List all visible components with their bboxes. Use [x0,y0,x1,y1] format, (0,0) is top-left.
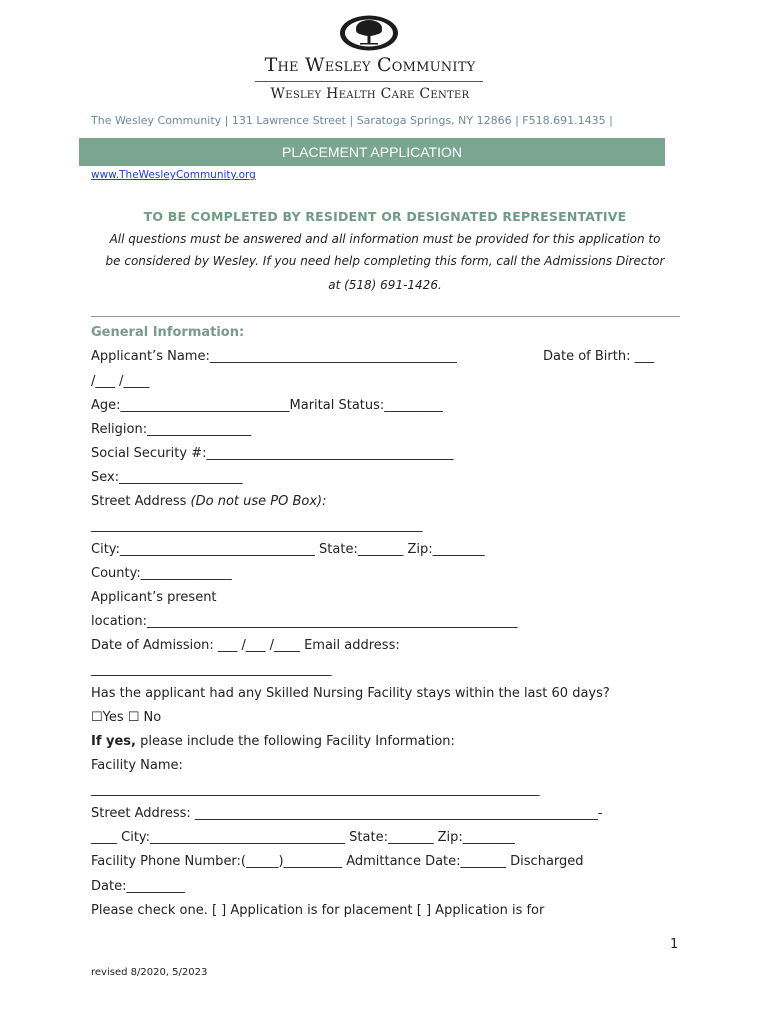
facility-name-label: Facility Name: [91,758,183,773]
if-yes-bold: If yes, [91,734,136,749]
facility-phone-dates-field[interactable]: Facility Phone Number:(_____)_________ Admittance Date:_______ Discharged [91,854,584,869]
snf-question: Has the applicant had any Skilled Nursing Facility stays within the last 60 days? [91,686,610,701]
organization-subtitle: Wesley Health Care Center [270,86,470,102]
if-yes-text: please include the following Facility Information: [136,734,455,749]
admission-email-field[interactable]: Date of Admission: ___ /___ /____ Email address: [91,638,400,653]
applicant-name-field[interactable]: Applicant’s Name:______________________________________ [91,349,457,364]
if-yes-instruction [91,734,455,749]
page-number: 1 [670,937,679,952]
logo-divider [255,81,483,82]
present-location-label: Applicant’s present [91,590,217,605]
county-field[interactable]: County:______________ [91,566,232,581]
facility-name-field[interactable]: _____________________________________________________________________ [91,782,540,797]
city-state-zip-field[interactable]: City:______________________________ State:_______ Zip:________ [91,542,485,557]
revision-note: revised 8/2020, 5/2023 [91,967,208,978]
facility-street-field[interactable]: Street Address: ______________________________________________________________- [91,806,603,821]
facility-city-state-zip-field[interactable]: ____ City:______________________________ State:_______ Zip:________ [91,830,515,845]
instruction-heading: TO BE COMPLETED BY RESIDENT OR DESIGNATED REPRESENTATIVE [143,209,627,224]
section-divider [91,316,680,317]
email-field[interactable]: _____________________________________ [91,662,332,677]
age-marital-status-field[interactable]: Age:__________________________Marital Status:_________ [91,398,443,413]
religion-field[interactable]: Religion:________________ [91,422,252,437]
date-of-birth-continued[interactable]: /___ /____ [91,374,150,389]
present-location-field[interactable]: location:_________________________________________________________ [91,614,518,629]
sex-field[interactable]: Sex:___________________ [91,470,243,485]
section-title: General Information: [91,325,245,340]
street-address-hint: (Do not use PO Box): [190,494,327,509]
tree-logo-icon [338,14,400,52]
date-of-birth-field[interactable]: Date of Birth: ___ [543,349,655,364]
website-link[interactable]: www.TheWesleyCommunity.org [91,169,256,181]
street-address-text: Street Address [91,494,191,509]
contact-line: The Wesley Community | 131 Lawrence Street | Saratoga Springs, NY 12866 | F518.691.1435 | [91,114,613,127]
organization-name: The Wesley Community [264,54,476,76]
instruction-line-1: All questions must be answered and all information must be provided for this application to [109,232,661,246]
instruction-line-3: at (518) 691-1426. [328,278,442,292]
street-address-field[interactable]: ___________________________________________________ [91,518,423,533]
street-address-label [91,494,327,509]
yes-no-checkboxes[interactable]: ☐Yes ☐ No [91,710,162,725]
discharged-date-field[interactable]: Date:_________ [91,879,185,894]
social-security-field[interactable]: Social Security #:______________________________________ [91,446,454,461]
application-type-checkboxes[interactable]: Please check one. [ ] Application is for placement [ ] Application is for [91,903,545,918]
instruction-line-2: be considered by Wesley. If you need help completing this form, call the Admissions Director [105,254,665,268]
form-title-banner: PLACEMENT APPLICATION [79,138,665,166]
